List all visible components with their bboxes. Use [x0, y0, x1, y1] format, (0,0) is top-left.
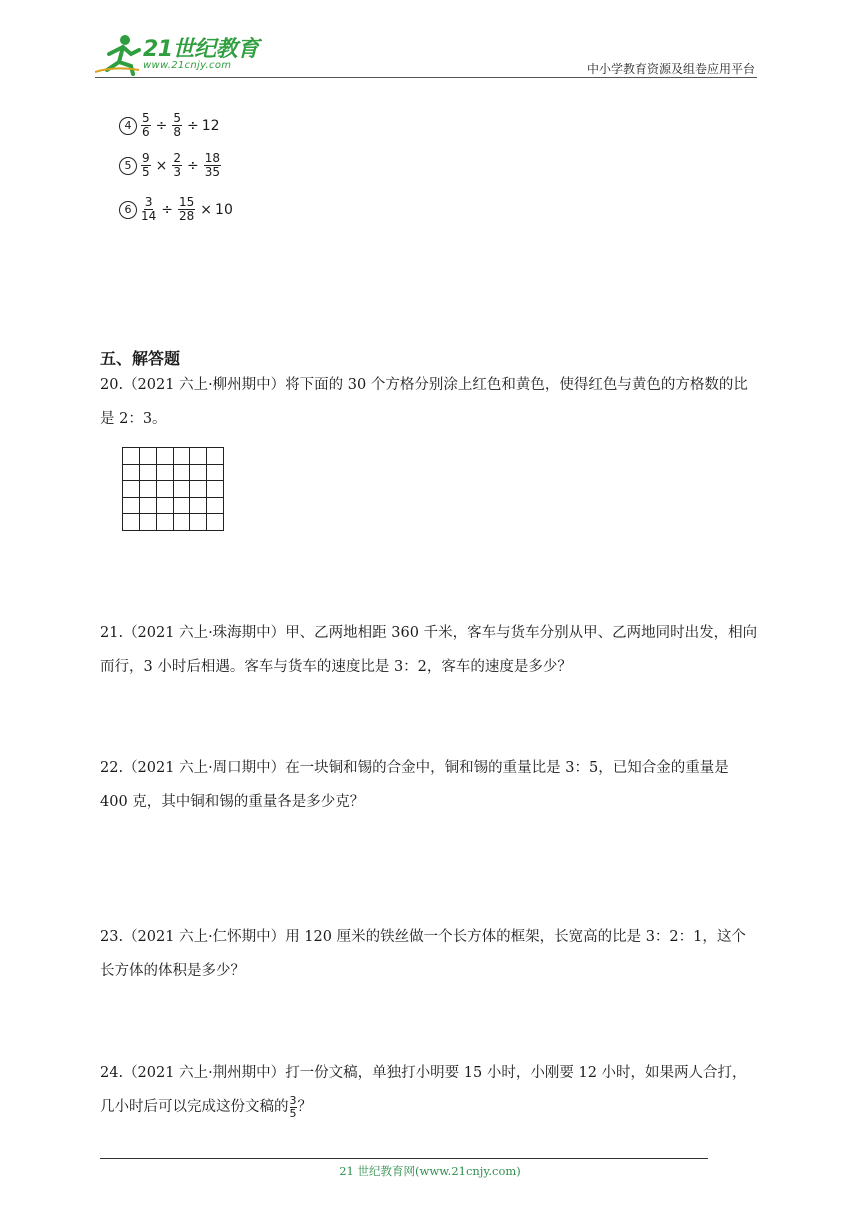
footer-divider — [100, 1158, 708, 1159]
question-source: （2021 六上·荆州期中） — [123, 1065, 286, 1081]
fraction: $\frac{5}{8}$ — [173, 111, 182, 139]
square-grid[interactable] — [122, 447, 224, 531]
question-number: 21. — [100, 625, 124, 641]
circled-number: 6 — [119, 201, 137, 219]
expression-4 — [119, 112, 220, 139]
fraction: $\frac{9}{5}$ — [142, 151, 150, 179]
question-number: 22. — [100, 760, 124, 776]
question-24 — [100, 1056, 760, 1124]
fraction: $\frac{15}{28}$ — [179, 195, 195, 223]
number: 12 — [201, 117, 220, 134]
question-23 — [100, 920, 760, 988]
circled-number: 5 — [119, 157, 137, 175]
question-20 — [100, 368, 760, 436]
question-source: （2021 六上·周口期中） — [123, 760, 286, 776]
fraction: $\frac{3}{5}$ — [289, 1093, 297, 1120]
question-source: （2021 六上·柳州期中） — [123, 377, 286, 393]
operator: ÷ — [161, 201, 174, 218]
number: 10 — [215, 201, 233, 218]
fraction: $\frac{5}{6}$ — [142, 111, 150, 139]
question-number: 23. — [100, 929, 124, 945]
question-number: 20. — [100, 377, 124, 393]
logo-title: 21世纪教育 — [143, 37, 259, 62]
question-text: 打一份文稿，单独打小明要 15 小时，小刚要 12 小时，如果两人合打，几小时后可以完成这份文稿的 — [100, 1065, 747, 1115]
footer-text: 21 世纪教育网(www.21cnjy.com) — [339, 1164, 521, 1178]
fraction: $\frac{2}{3}$ — [173, 151, 182, 179]
question-text: 用 120 厘米的铁丝做一个长方体的框架，长宽高的比是 3：2：1，这个长方体的体积是多少？ — [100, 929, 746, 979]
question-source: （2021 六上·仁怀期中） — [123, 929, 286, 945]
question-text: 将下面的 30 个方格分别涂上红色和黄色，使得红色与黄色的方格数的比是 2：3。 — [100, 377, 748, 427]
question-source: （2021 六上·珠海期中） — [123, 625, 286, 641]
question-21 — [100, 616, 760, 684]
operator: ÷ — [187, 157, 199, 174]
question-text: 甲、乙两地相距 360 千米，客车与货车分别从甲、乙两地同时出发，相向而行，3 小时后相遇。客车与货车的速度比是 3：2，客车的速度是多少？ — [100, 625, 758, 675]
question-text: 在一块铜和锡的合金中，铜和锡的重量比是 3：5，已知合金的重量是 400 克，其中铜和锡的重量各是多少克？ — [100, 760, 729, 810]
question-tail: ？ — [297, 1099, 312, 1115]
logo-url: www.21cnjy.com — [143, 60, 232, 71]
fraction: $\frac{18}{35}$ — [204, 151, 221, 179]
question-22 — [100, 751, 760, 819]
fraction: $\frac{3}{14}$ — [141, 195, 157, 223]
operator: × — [155, 157, 168, 174]
expression-6 — [119, 196, 233, 223]
question-number: 24. — [100, 1065, 124, 1081]
header-platform-text: 中小学教育资源及组卷应用平台 — [586, 62, 755, 76]
section-title: 五、解答题 — [100, 349, 181, 368]
expression-5 — [119, 152, 223, 179]
page-header — [95, 30, 757, 78]
circled-number: 4 — [119, 117, 137, 135]
header-divider — [95, 77, 757, 78]
operator: × — [200, 201, 213, 218]
operator: ÷ — [155, 117, 168, 134]
operator: ÷ — [187, 117, 199, 134]
